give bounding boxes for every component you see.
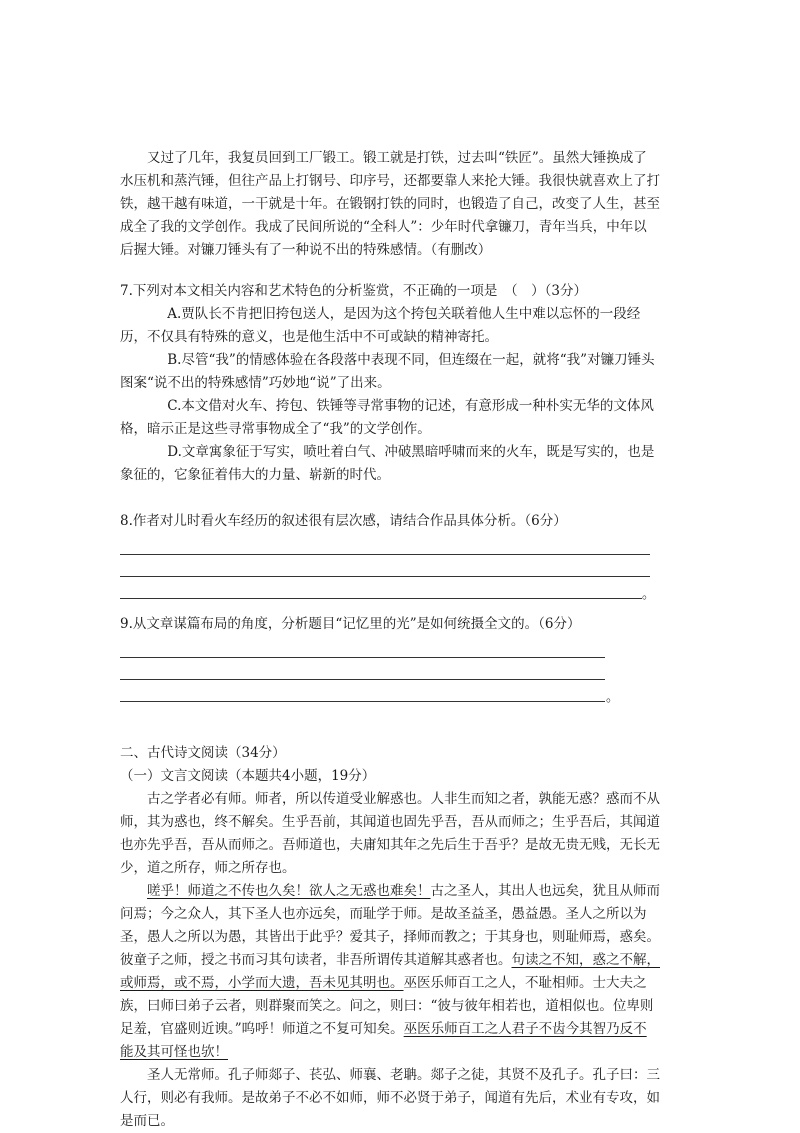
question-8 [120,510,660,602]
underlined-sentence: 巫医乐师百工之人君子不齿今其智乃反不能及其可怪也欤！ [120,1021,647,1060]
classical-paragraph-2 [120,880,660,1064]
answer-line[interactable] [120,555,660,577]
underlined-sentence: 嗟乎！师道之不传也久矣！欲人之无惑也难矣！ [147,883,431,899]
end-mark: 。 [642,587,656,602]
question-7-option-b: B.尽管“我”的情感体验在各段落中表现不同，但连缀在一起，就将“我”对镰刀锤头图案“说不出的特殊感情”巧妙地“说”了出来。 [120,352,655,391]
answer-line[interactable] [120,577,660,602]
classical-paragraph-3: 圣人无常师。孔子师郯子、苌弘、师襄、老聃。郯子之徒，其贤不及孔子。孔子曰：三人行，则必有我师。是故弟子不必不如师，师不必贤于弟子，闻道有先后，术业有专攻，如是而已。 [120,1067,660,1129]
question-7 [120,280,660,487]
question-7-option-c: C.本文借对火车、挎包、铁锤等寻常事物的记述，有意形成一种朴实无华的文体风格，暗示正是这些寻常事物成全了“我”的文学创作。 [120,398,654,437]
question-7-option-a: A.贾队长不肯把旧挎包送人，是因为这个挎包关联着他人生中难以忘怀的一段经历，不仅具有特殊的意义，也是他生活中不可或缺的精神寄托。 [120,306,641,345]
classical-paragraph-1: 古之学者必有师。师者，所以传道受业解惑也。人非生而知之者，孰能无惑？惑而不从师，其为惑也，终不解矣。生乎吾前，其闻道也固先乎吾，吾从而师之；生乎吾后，其闻道也亦先乎吾，吾从而师之。吾师道也，夫庸知其年之先后生于吾乎？是故无贵无贱，无长无少，道之所存，师之所存也。 [120,791,660,876]
answer-line[interactable] [120,658,660,680]
question-9-stem: 9.从文章谋篇布局的角度，分析题目“记忆里的光”是如何统摄全文的。（6分） [120,616,581,632]
answer-line[interactable] [120,680,660,705]
question-7-option-d: D.文章寓象征于写实，喷吐着白气、冲破黑暗呼啸而来的火车，既是写实的，也是象征的，它象征着伟大的力量、崭新的时代。 [120,444,655,483]
section-classical-reading [120,742,660,1133]
end-mark: 。 [606,690,620,705]
underlined-sentence: 句读之不知，惑之不解，或师焉，或不焉，小学而大遗，吾未见其明也。 [120,952,660,991]
question-9 [120,613,660,705]
answer-line[interactable] [120,636,660,658]
paragraph-text: 巫医乐师百工之人，不耻相师。士大夫之族，曰师曰弟子云者，则群聚而笑之。问之，则曰：“彼与彼年相若也，道相似也。位卑则足羞，官盛则近谀。”呜呼！师道之不复可知矣。 [120,975,654,1037]
passage-paragraph: 又过了几年，我复员回到工厂锻工。锻工就是打铁，过去叫“铁匠”。虽然大锤换成了水压机和蒸汽锤，但往产品上打钢号、印序号，还都要靠人来抡大锤。我很快就喜欢上了打铁，越干越有味道，一干就是十年。在锻钢打铁的同时，也锻造了自己，改变了人生，甚至成全了我的文学创作。我成了民间所说的“全科人”：少年时代拿镰刀，青年当兵，中年以后握大锤。对镰刀锤头有了一种说不出的特殊感情。（有删改） [120,150,660,258]
section-heading: 二、古代诗文阅读（34分） [120,745,286,761]
question-7-stem: 7.下列对本文相关内容和艺术特色的分析鉴赏，不正确的一项是 （ ）（3分） [120,283,587,299]
passage-ending [120,147,660,262]
answer-line[interactable] [120,533,660,555]
paragraph-text: 古之圣人，其出人也远矣，犹且从师而问焉；今之众人，其下圣人也亦远矣，而耻学于师。是故圣益圣，愚益愚。圣人之所以为圣，愚人之所以为愚，其皆出于此乎？爱其子，择师而教之；于其身也，则耻师焉，惑矣。彼童子之师，授之书而习其句读者，非吾所谓传其道解其惑者也。 [120,883,660,968]
question-8-stem: 8.作者对儿时看火车经历的叙述很有层次感，请结合作品具体分析。（6分） [120,513,567,529]
subsection-heading: （一）文言文阅读（本题共4小题，19分） [120,768,376,784]
